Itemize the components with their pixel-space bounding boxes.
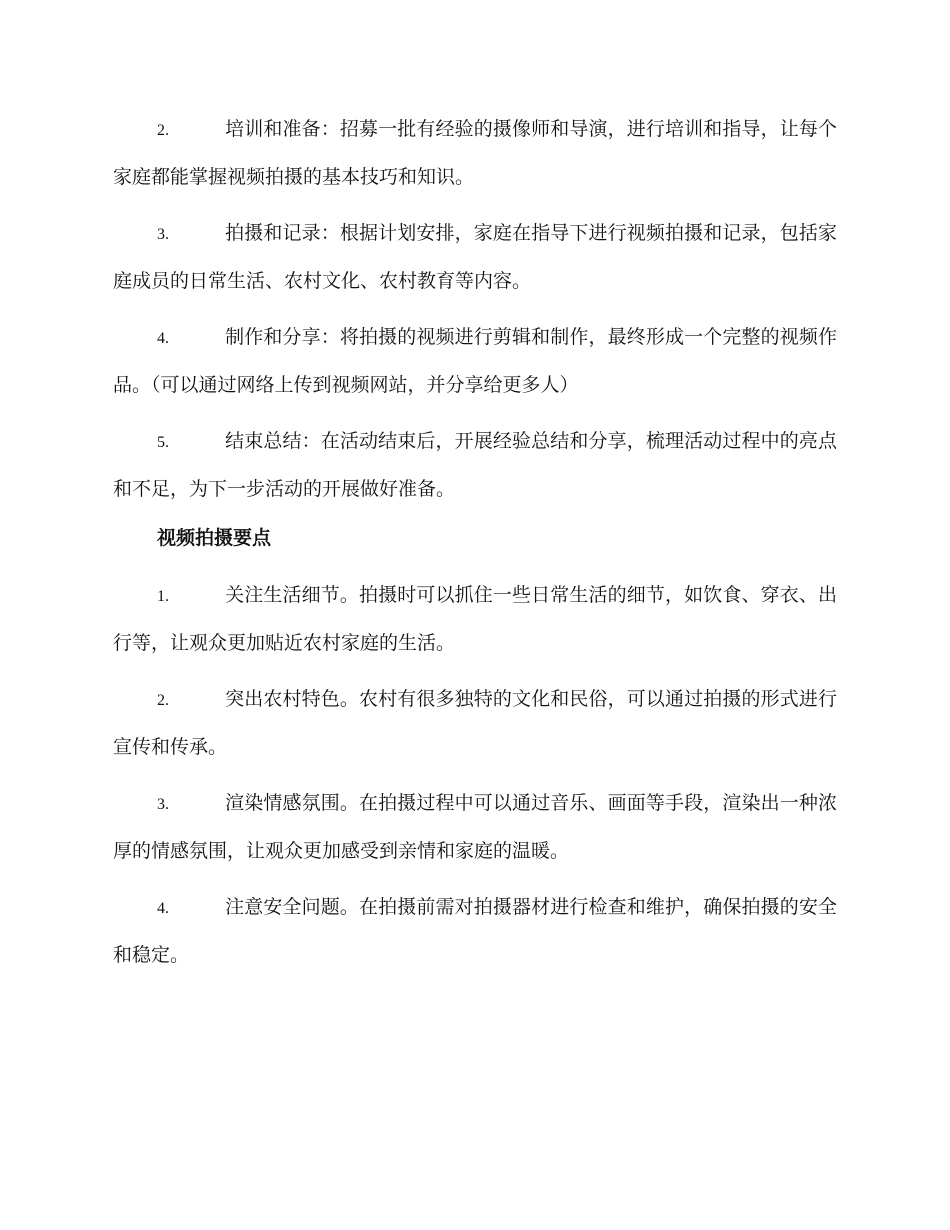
item-number: 4. [157, 900, 169, 917]
item-text: 结束总结：在活动结束后，开展经验总结和分享，梳理活动过程中的亮点和不足，为下一步活动的开展做好准备。 [113, 430, 837, 500]
item-text: 突出农村特色。农村有很多独特的文化和民俗，可以通过拍摄的形式进行宣传和传承。 [113, 688, 837, 758]
list-item [113, 106, 837, 201]
item-number: 3. [157, 226, 169, 243]
item-number: 2. [157, 122, 169, 139]
item-text: 制作和分享：将拍摄的视频进行剪辑和制作，最终形成一个完整的视频作品。（可以通过网络上传到视频网站，并分享给更多人） [113, 326, 837, 396]
item-number: 1. [157, 588, 169, 605]
item-text: 渲染情感氛围。在拍摄过程中可以通过音乐、画面等手段，渲染出一种浓厚的情感氛围，让观众更加感受到亲情和家庭的温暖。 [113, 792, 837, 862]
list-item [113, 676, 837, 771]
shooting-points-list [113, 572, 837, 979]
activity-steps-list [113, 106, 837, 513]
item-number: 3. [157, 796, 169, 813]
list-item [113, 780, 837, 875]
list-item [113, 210, 837, 305]
list-item [113, 572, 837, 667]
item-text: 关注生活细节。拍摄时可以抓住一些日常生活的细节，如饮食、穿衣、出行等，让观众更加贴近农村家庭的生活。 [113, 584, 837, 654]
item-text: 注意安全问题。在拍摄前需对拍摄器材进行检查和维护，确保拍摄的安全和稳定。 [113, 896, 837, 966]
list-item [113, 314, 837, 409]
item-number: 5. [157, 434, 169, 451]
list-item [113, 418, 837, 513]
section-heading: 视频拍摄要点 [157, 527, 272, 549]
item-number: 2. [157, 692, 169, 709]
item-text: 拍摄和记录：根据计划安排，家庭在指导下进行视频拍摄和记录，包括家庭成员的日常生活、农村文化、农村教育等内容。 [113, 222, 837, 292]
item-text: 培训和准备：招募一批有经验的摄像师和导演，进行培训和指导，让每个家庭都能掌握视频拍摄的基本技巧和知识。 [113, 118, 837, 188]
list-item [113, 884, 837, 979]
item-number: 4. [157, 330, 169, 347]
